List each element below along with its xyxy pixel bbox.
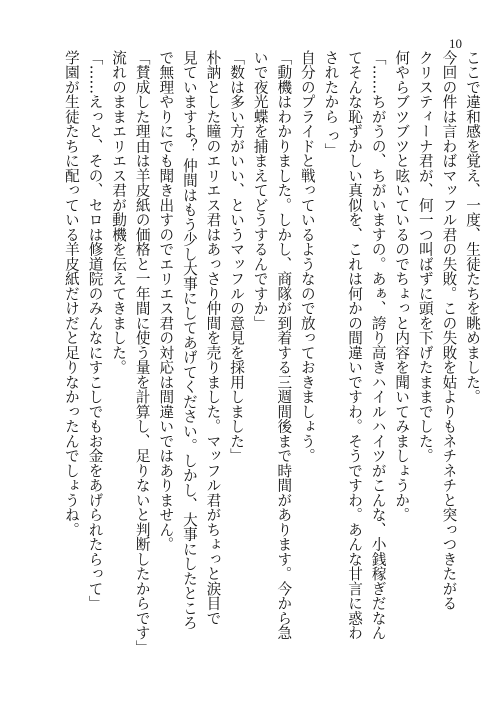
text-line: 「動機はわかりました。しかし、商隊が到着する三週間後まで時間があります。今から急 — [275, 50, 293, 640]
text-line: 見ていますよ？ 仲間はもう少し大事にしてあげてください。しかし、大事にしたところ — [180, 50, 198, 631]
text-line: てそんな恥ずかしい真似を、これは何かの間違いですわ。そうですわ。あんな甘言に惑わ — [346, 50, 364, 640]
text-line: で無理やりにでも聞き出すのでエリエス君の対応は間違いではありません。 — [157, 50, 175, 552]
text-line: ここで違和感を覚え、一度、生徒たちを眺めました。 — [464, 50, 481, 404]
text-line: 自分のプライドと戦っているようなので放っておきましょう。 — [298, 50, 316, 463]
text-line: いで夜光蝶を捕まえてどうするんですか」 — [251, 50, 269, 331]
vertical-text-body — [34, 50, 484, 668]
text-line: 流れのままエリエス君が動機を伝えてきました。 — [110, 50, 128, 375]
text-line: 学園が生徒たちに配っている羊皮紙だけだと足りなかったんでしょうね。 — [62, 50, 80, 537]
text-line: 今回の件は言わばマッフル君の失敗。この失敗を姑よりもネチネチと突っつきたがる — [440, 50, 458, 611]
text-line: クリスティーナ君が、何一つ叫ばずに頭を下げたままでした。 — [416, 50, 434, 463]
page-number: 10 — [449, 36, 462, 51]
text-line: 「……ちがうの、ちがいますの。あぁ、誇り高きハイルハイツがこんな、小銭稼ぎだなん — [369, 50, 387, 640]
text-line: 朴訥とした瞳のエリエス君はあっさり仲間を売りました。マッフル君がちょっと涙目で — [204, 50, 222, 626]
text-line: 「賛成した理由は羊皮紙の価格と一年間に使う量を計算し、足りないと判断したからです」 — [133, 50, 151, 655]
text-line: 「数は多い方がいい、というマッフルの意見を採用しました」 — [228, 50, 246, 463]
text-line: 「……えっと、その、セロは修道院のみんなにすこしでもお金をあげられたらって」 — [86, 50, 104, 611]
text-line: 何やらブツブツと呟いているのでちょっと内容を聞いてみましょうか。 — [393, 50, 411, 522]
text-line: されたから っ」 — [322, 50, 340, 159]
